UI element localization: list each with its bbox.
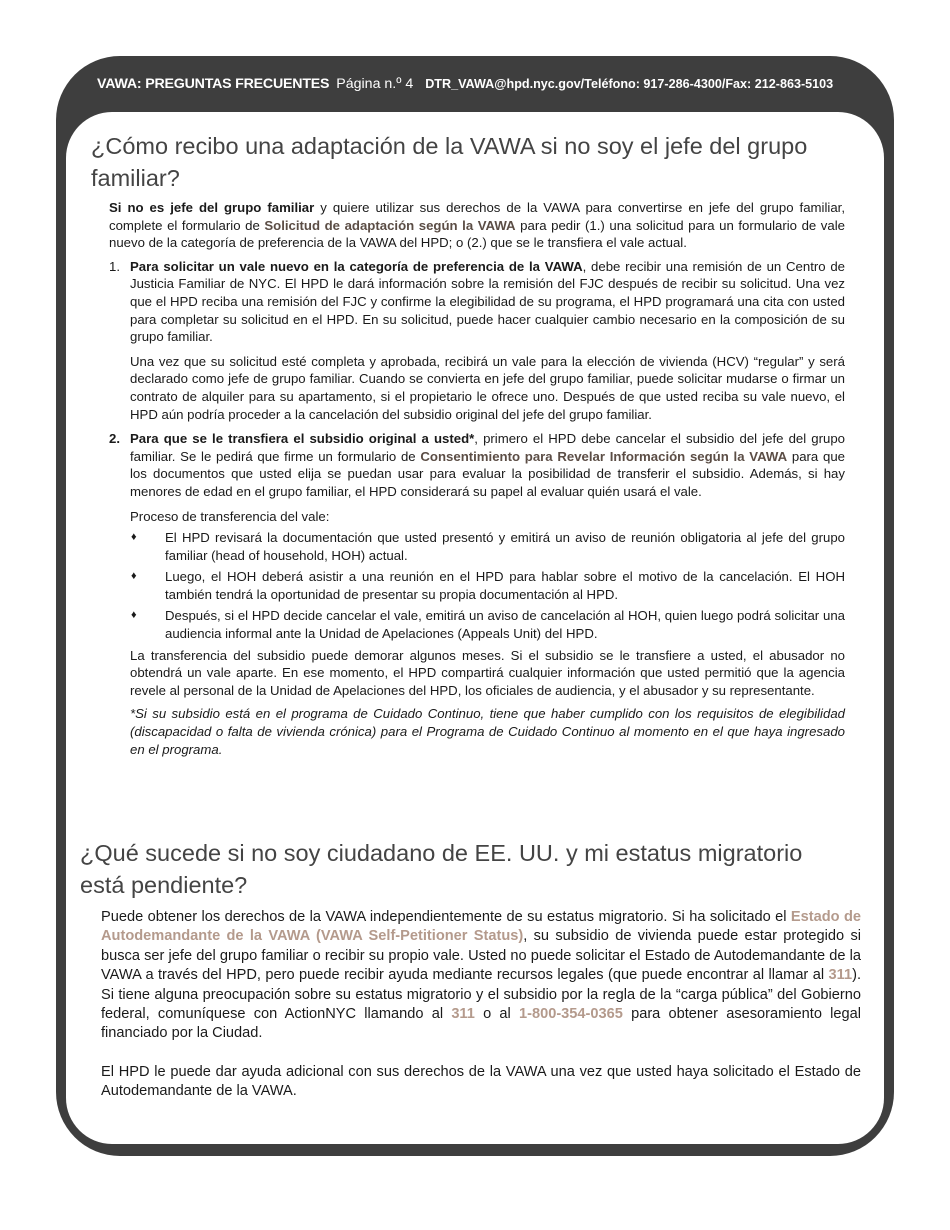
section2-heading: ¿Qué sucede si no soy ciudadano de EE. UU. y mi estatus migratorio está pendiente? bbox=[80, 840, 803, 898]
bullet-text: Después, si el HPD decide cancelar el vale, emitirá un aviso de cancelación al HOH, quien luego podrá solicitar una audiencia informal ante la Unidad de Apelaciones (Appeals Unit) del HPD. bbox=[165, 608, 845, 642]
section1-heading: ¿Cómo recibo una adaptación de la VAWA si no soy el jefe del grupo familiar? bbox=[91, 133, 808, 191]
p1-text-a: Puede obtener los derechos de la VAWA independientemente de su estatus migratorio. Si ha solicitado el bbox=[101, 909, 791, 925]
step-1-subparagraph: Una vez que su solicitud esté completa y aprobada, recibirá un vale para la elección de vivienda (HCV) “regular” y será declarado como jefe de grupo familiar. Cuando se convierta en jefe del grupo familiar, puede solicitar mudarse o firmar un contrato de alquiler para su apartamento, si el propietario le ofrece uno. Después de que usted reciba su vale nuevo, el HPD aún podría proceder a la cancelación del subsidio original del jefe del grupo familiar. bbox=[130, 353, 845, 422]
intro-bold: Si no es jefe del grupo familiar bbox=[109, 200, 315, 215]
diamond-bullet-icon: ♦ bbox=[131, 609, 137, 622]
intro-text-b: para pedir (1.) una solicitud para un formulario de vale nuevo de la categoría de preferencia de la VAWA del HPD; o (2.) que se le transfiera el vale actual. bbox=[109, 217, 845, 251]
footnote: *Si su subsidio está en el programa de Cuidado Continuo, tiene que haber cumplido con los requisitos de elegibilidad (discapacidad o falta de vivienda crónica) para el Programa de Cuidado Continuo al momento en el que haya ingresado en el programa. bbox=[130, 706, 845, 757]
process-label: Proceso de transferencia del vale: bbox=[130, 508, 330, 524]
process-bullet bbox=[109, 568, 845, 603]
p1-text-e: para obtener asesoramiento legal financiado por la Ciudad. bbox=[101, 1006, 862, 1042]
step-1-number: 1. bbox=[109, 258, 120, 274]
process-bullets bbox=[109, 529, 845, 643]
p1-text-c: ). Si tiene alguna preocupación sobre su estatus migratorio y el subsidio por la regla de la “carga pública” del Gobierno federal, comuníquese con ActionNYC llamando al bbox=[101, 967, 861, 1023]
header-contact: DTR_VAWA@hpd.nyc.gov/Teléfono: 917-286-4300/Fax: 212-863-5103 bbox=[425, 77, 834, 91]
section2-paragraph-1 bbox=[101, 908, 861, 1044]
header-page-number: Página n.º 4 bbox=[336, 76, 414, 92]
section1-intro bbox=[109, 199, 845, 252]
step-2-number: 2. bbox=[109, 431, 120, 447]
p1-text-b: , su subsidio de vivienda puede estar protegido si busca ser jefe del grupo familiar o recibir su propio vale. Usted no puede solicitar el Estado de Autodemandante de la VAWA a través del HPD, pero puede recibir ayuda mediante recursos legales (que puede encontrar al llamar al bbox=[101, 928, 861, 984]
p1-text-d: o al bbox=[474, 1006, 519, 1023]
step-1-text: , debe recibir una remisión de un Centro de Justicia Familiar de NYC. El HPD le dará información sobre la remisión del FJC después de recibir su solicitud. Una vez que el HPD reciba una remisión del FJC y confirme la elegibilidad de su programa, el HPD programará una cita con usted para completar su solicitud en el HPD. En su solicitud, puede hacer cualquier cambio necesario en la composición de su grupo familiar. bbox=[130, 258, 846, 345]
consent-form-name: Consentimiento para Revelar Información según la VAWA bbox=[420, 448, 788, 464]
page-header bbox=[97, 76, 877, 92]
phone-number-link[interactable]: 1-800-354-0365 bbox=[519, 1006, 623, 1023]
diamond-bullet-icon: ♦ bbox=[131, 570, 137, 583]
header-title: VAWA: PREGUNTAS FRECUENTES bbox=[97, 76, 330, 92]
phone-311-link[interactable]: 311 bbox=[451, 1006, 475, 1023]
section1-body bbox=[109, 199, 845, 758]
section2-body bbox=[101, 908, 861, 1102]
process-bullet bbox=[109, 529, 845, 564]
bullet-text: Luego, el HOH deberá asistir a una reunión en el HPD para hablar sobre el motivo de la cancelación. El HOH también tendrá la oportunidad de presentar su propia documentación al HPD. bbox=[165, 569, 845, 602]
process-bullet bbox=[109, 607, 845, 642]
step-1-bold: Para solicitar un vale nuevo en la categoría de preferencia de la VAWA bbox=[130, 258, 583, 274]
accommodation-form-name: Solicitud de adaptación según la VAWA bbox=[264, 217, 516, 233]
diamond-bullet-icon: ♦ bbox=[131, 531, 137, 544]
transfer-note: La transferencia del subsidio puede demorar algunos meses. Si el subsidio se le transfiere a usted, el abusador no obtendrá un vale aparte. En ese momento, el HPD compartirá cualquier información que usted permitió que la agencia revele al personal de la Unidad de Apelaciones del HPD, los oficiales de audiencia, y el abusador y su representante. bbox=[130, 647, 845, 698]
step-2-text-a: , primero el HPD debe cancelar el subsidio del jefe del grupo familiar. Se le pedirá que firme un formulario de bbox=[130, 431, 846, 464]
step-2-bold: Para que se le transfiera el subsidio original a usted* bbox=[130, 431, 475, 447]
intro-text-a: y quiere utilizar sus derechos de la VAWA para convertirse en jefe del grupo familiar, complete el formulario de bbox=[109, 200, 845, 233]
section2-paragraph-2: El HPD le puede dar ayuda adicional con sus derechos de la VAWA una vez que usted haya solicitado el Estado de Autodemandante de la VAWA. bbox=[101, 1063, 861, 1100]
steps-list bbox=[109, 258, 845, 501]
step-2-text-b: para que los documentos que usted elija se puedan usar para evaluar la posibilidad de transferir el subsidio. Además, si hay menores de edad en el grupo familiar, el HPD considerará su papel al evaluar quién usará el vale. bbox=[130, 448, 845, 499]
bullet-text: El HPD revisará la documentación que usted presentó y emitirá un aviso de reunión obligatoria al jefe del grupo familiar (head of household, HOH) actual. bbox=[165, 530, 845, 563]
self-petitioner-link[interactable]: Estado de Autodemandante de la VAWA (VAWA Self-Petitioner Status) bbox=[101, 909, 861, 945]
step-1 bbox=[109, 258, 845, 423]
step-2 bbox=[109, 430, 845, 500]
phone-311-link[interactable]: 311 bbox=[828, 967, 853, 984]
